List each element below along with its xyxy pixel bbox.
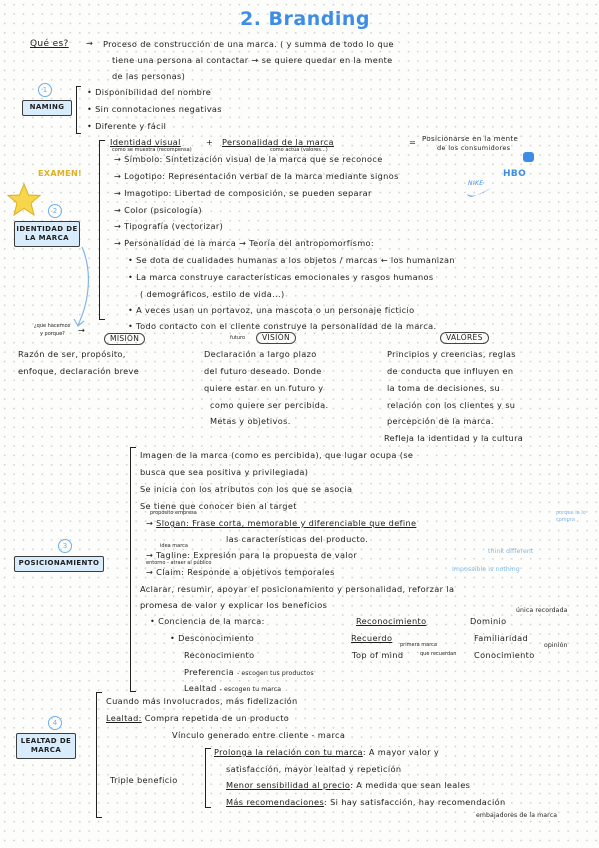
- posicionamiento-box: POSICIONAMIENTO: [14, 556, 104, 572]
- familiaridad: Familiaridad: [474, 633, 529, 643]
- brace: [96, 692, 102, 818]
- question-note: ¿que hacemos: [34, 323, 71, 329]
- apple-logo-icon: [523, 152, 534, 162]
- que-note: que recuerdan: [420, 651, 457, 657]
- valores-text: Principios y creencias, reglas: [387, 349, 516, 359]
- preferencia: Preferencia - escogen tus productos: [184, 667, 314, 677]
- primera-note: primera marca: [400, 642, 437, 648]
- valores-text: de conducta que influyen en: [387, 366, 514, 376]
- impossible-note: Impossible is nothing: [452, 566, 520, 573]
- slogan-line: las características del producto.: [226, 534, 369, 544]
- naming-item: • Disponibilidad del nombre: [87, 87, 212, 97]
- personalidad-bullet: • Todo contacto con el cliente construye la personalidad de la marca.: [128, 321, 437, 331]
- personalidad-bullet: • A veces usan un portavoz, una mascota o un personaje ficticio: [128, 305, 415, 315]
- identidad-item: → Tipografía (vectorizar): [114, 221, 224, 231]
- valores-text: Refleja la identidad y la cultura: [384, 433, 524, 443]
- sub-note: como se muestra (recompensa): [112, 147, 192, 153]
- aclarar-line: promesa de valor y explicar los beneficios: [140, 600, 328, 610]
- section-number-badge: 4: [48, 716, 62, 730]
- posicionamiento-text: Se tiene que conocer bien al target: [140, 501, 297, 511]
- personalidad-heading: Personalidad de la marca: [222, 137, 334, 147]
- personalidad-bullet: ( demográficos, estilo de vida...): [140, 289, 285, 299]
- beneficio-2: Menor sensibilidad al precio: A medida que sean leales: [226, 780, 471, 790]
- posicionamiento-text: Se inicia con los atributos con los que se asocia: [140, 484, 353, 494]
- conciencia: • Conciencia de la marca:: [150, 616, 265, 626]
- intro-line: Proceso de construcción de una marca. ( y summa de todo lo que: [103, 39, 394, 49]
- posicionamiento-text: Imagen de la marca (como es percibida), que lugar ocupa (se: [140, 450, 414, 460]
- lealtad-line: Cuando más involucrados, más fidelización: [106, 696, 298, 706]
- tagline-line: → Tagline: Expresión para la propuesta de valor: [146, 550, 358, 560]
- star-icon: [6, 182, 42, 218]
- reconocimiento-heading: Reconocimiento: [356, 616, 427, 626]
- lealtad-line: Vínculo generado entre cliente - marca: [172, 730, 346, 740]
- posicionarse-2: de los consumidores: [437, 144, 511, 152]
- equals-sign: =: [409, 137, 417, 147]
- beneficio-1b: satisfacción, mayor lealtad y repetición: [226, 764, 402, 774]
- posicionamiento-text: busca que sea positiva y privilegiada): [140, 467, 309, 477]
- brace: [76, 86, 81, 134]
- arrow-icon: →: [78, 325, 86, 335]
- naming-box: NAMING: [22, 100, 72, 116]
- sub-note: como actúa (valores...): [270, 147, 328, 153]
- unica-note: única recordada: [516, 607, 568, 614]
- reconocimiento: Reconocimiento: [184, 650, 255, 660]
- valores-text: percepción de la marca.: [387, 416, 494, 426]
- curve-arrow-icon: [70, 245, 100, 330]
- valores-text: la toma de decisiones, su: [387, 383, 501, 393]
- identidad-item: → Personalidad de la marca → Teoría del antropomorfismo:: [114, 238, 375, 248]
- brace: [99, 140, 105, 320]
- aclarar-line: Aclarar, resumir, apoyar el posicionamiento y personalidad, reforzar la: [140, 584, 455, 594]
- intro-line: tiene una persona al contactar → se quiere quedar en la mente: [112, 55, 393, 65]
- dominio: Dominio: [470, 616, 507, 626]
- naming-item: • Sin connotaciones negativas: [87, 104, 222, 114]
- question-note: y porque?: [40, 331, 65, 337]
- vision-text: quiere estar en un futuro y: [204, 383, 324, 393]
- posicionarse: Posicionarse en la mente: [422, 135, 519, 143]
- recuerdo-heading: Recuerdo: [351, 633, 393, 643]
- triple-beneficio: Triple beneficio: [110, 775, 178, 785]
- lealtad-line: Lealtad: Compra repetida de un producto: [106, 713, 290, 723]
- mision-text: enfoque, declaración breve: [18, 366, 140, 376]
- desconocimiento: • Desconocimiento: [170, 633, 255, 643]
- top-of-mind: Top of mind: [352, 650, 404, 660]
- valores-label: VALORES: [440, 332, 489, 344]
- think-note: think different: [488, 548, 534, 555]
- mision-label: MISIÓN: [104, 333, 145, 345]
- section-number-badge: 2: [48, 204, 62, 218]
- swoosh-icon: [466, 186, 492, 198]
- section-number-badge: 1: [38, 83, 52, 97]
- vision-text: del futuro deseado. Donde: [204, 366, 322, 376]
- conocimiento: Conocimiento: [474, 650, 535, 660]
- slogan-line: → Slogan: Frase corta, memorable y diferenciable que define: [146, 518, 417, 528]
- brace: [205, 748, 211, 808]
- identidad-item: → Color (psicología): [114, 205, 202, 215]
- plus-sign: +: [206, 137, 214, 147]
- section-number-badge: 3: [58, 539, 72, 553]
- vision-text: Declaración a largo plazo: [204, 349, 317, 359]
- identidad-item: → Logotipo: Representación verbal de la marca mediante signos: [114, 171, 399, 181]
- personalidad-bullet: • La marca construye características emocionales y rasgos humanos: [128, 272, 434, 282]
- beneficio-1: Prolonga la relación con tu marca: A mayor valor y: [214, 747, 440, 757]
- identidad-item: → Imagotipo: Libertad de composición, se pueden separar: [114, 188, 372, 198]
- arrow-icon: →: [86, 38, 94, 48]
- identidad-item: → Símbolo: Sintetización visual de la marca que se reconoce: [114, 154, 383, 164]
- vision-text: Metas y objetivos.: [210, 416, 291, 426]
- identidad-visual: Identidad visual: [110, 137, 181, 147]
- beneficio-3: Más recomendaciones: Si hay satisfacción, hay recomendación: [226, 797, 506, 807]
- nike-logo: NIKE: [468, 180, 484, 187]
- idea-note: idea marca: [160, 543, 188, 549]
- personalidad-bullet: • Se dota de cualidades humanas a los objetos / marcas ← los humanizan: [128, 255, 455, 265]
- hbo-logo: HBO: [503, 169, 527, 179]
- naming-item: • Diferente y fácil: [87, 121, 167, 131]
- claim-line: → Claim: Responde a objetivos temporales: [146, 567, 335, 577]
- lealtad-box: LEALTAD DE MARCA: [16, 733, 76, 759]
- examen-label: EXAMEN!: [38, 169, 83, 178]
- porque-note: porque la lo compra: [556, 510, 586, 523]
- futuro-note: futuro: [230, 335, 246, 341]
- vision-label: VISIÓN: [256, 332, 296, 344]
- brace: [130, 447, 136, 692]
- entorno-note: entorno - atraer al público: [146, 560, 212, 566]
- intro-label: Qué es?: [30, 39, 69, 49]
- opinion-note: opinión: [544, 642, 568, 649]
- vision-text: como quiere ser percibida.: [210, 400, 329, 410]
- identidad-box: IDENTIDAD DE LA MARCA: [14, 221, 80, 247]
- lealtad-stage: Lealtad - escogen tu marca: [184, 683, 282, 693]
- valores-text: relación con los clientes y su: [387, 400, 516, 410]
- intro-line: de las personas): [112, 71, 186, 81]
- proposito-note: propósito empresa: [150, 510, 197, 516]
- mision-text: Razón de ser, propósito,: [18, 349, 126, 359]
- embajadores-note: embajadores de la marca: [476, 812, 558, 819]
- page-title: 2. Branding: [240, 8, 370, 30]
